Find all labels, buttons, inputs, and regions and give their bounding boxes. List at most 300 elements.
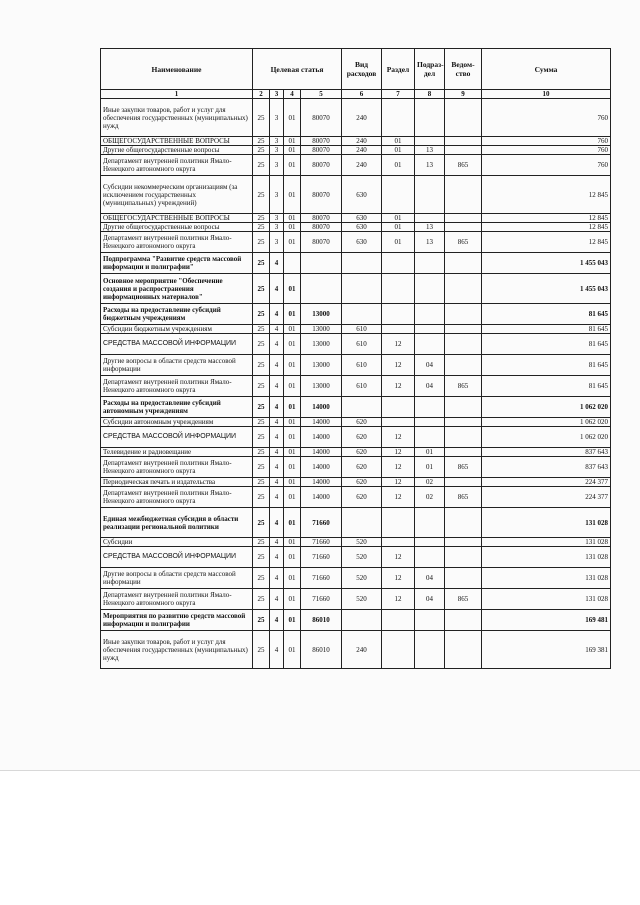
cell-subsection [415, 176, 445, 214]
cell-target-event [284, 253, 301, 274]
cell-expense-type: 630 [342, 223, 382, 232]
cell-department: 865 [445, 155, 482, 176]
cell-target-program: 25 [253, 568, 270, 589]
cell-target-direction: 13000 [301, 325, 342, 334]
cell-department [445, 99, 482, 137]
cell-department [445, 176, 482, 214]
table-row [101, 568, 611, 589]
budget-table [100, 48, 611, 669]
table-row [101, 418, 611, 427]
cell-target-direction: 13000 [301, 376, 342, 397]
cell-target-program: 25 [253, 304, 270, 325]
cell-target-direction: 14000 [301, 478, 342, 487]
cell-target-event: 01 [284, 325, 301, 334]
cell-department [445, 214, 482, 223]
cell-target-subprogram: 4 [270, 448, 284, 457]
cell-subsection [415, 397, 445, 418]
column-number: 5 [301, 90, 342, 99]
cell-target-direction: 13000 [301, 334, 342, 355]
cell-expense-type [342, 610, 382, 631]
cell-target-direction: 80070 [301, 146, 342, 155]
cell-row-name: Периодическая печать и издательства [101, 478, 253, 487]
cell-target-subprogram: 4 [270, 325, 284, 334]
cell-subsection: 04 [415, 568, 445, 589]
cell-target-event: 01 [284, 274, 301, 304]
cell-target-program: 25 [253, 223, 270, 232]
cell-expense-type: 610 [342, 376, 382, 397]
cell-expense-type: 240 [342, 99, 382, 137]
table-row [101, 99, 611, 137]
cell-target-direction: 14000 [301, 418, 342, 427]
cell-target-program: 25 [253, 631, 270, 669]
cell-sum: 81 645 [482, 376, 611, 397]
cell-department [445, 253, 482, 274]
cell-section [382, 99, 415, 137]
table-row [101, 589, 611, 610]
cell-subsection: 04 [415, 589, 445, 610]
cell-sum: 760 [482, 137, 611, 146]
cell-target-event: 01 [284, 487, 301, 508]
cell-expense-type [342, 253, 382, 274]
cell-target-subprogram: 4 [270, 610, 284, 631]
cell-department: 865 [445, 232, 482, 253]
cell-section [382, 631, 415, 669]
cell-target-subprogram: 4 [270, 478, 284, 487]
cell-sum: 131 028 [482, 547, 611, 568]
cell-department [445, 610, 482, 631]
cell-target-direction: 80070 [301, 176, 342, 214]
cell-sum: 12 845 [482, 223, 611, 232]
cell-section: 01 [382, 232, 415, 253]
cell-target-program: 25 [253, 508, 270, 538]
cell-department [445, 223, 482, 232]
cell-row-name: Иные закупки товаров, работ и услуг для обеспечения государственных (муниципальных) нужд [101, 99, 253, 137]
cell-department [445, 137, 482, 146]
table-row [101, 304, 611, 325]
cell-target-event: 01 [284, 355, 301, 376]
cell-target-subprogram: 3 [270, 137, 284, 146]
cell-row-name: Расходы на предоставление субсидий автономным учреждениям [101, 397, 253, 418]
cell-target-subprogram: 4 [270, 487, 284, 508]
cell-target-direction: 14000 [301, 487, 342, 508]
table-row [101, 355, 611, 376]
cell-sum: 1 062 020 [482, 427, 611, 448]
cell-subsection [415, 427, 445, 448]
cell-expense-type: 240 [342, 137, 382, 146]
cell-section: 01 [382, 223, 415, 232]
cell-subsection: 13 [415, 223, 445, 232]
cell-sum: 837 643 [482, 448, 611, 457]
cell-department [445, 304, 482, 325]
cell-section [382, 397, 415, 418]
cell-target-program: 25 [253, 487, 270, 508]
cell-target-event: 01 [284, 478, 301, 487]
cell-target-direction: 71660 [301, 538, 342, 547]
table-row [101, 232, 611, 253]
cell-target-direction: 14000 [301, 457, 342, 478]
cell-target-program: 25 [253, 457, 270, 478]
cell-target-direction: 80070 [301, 214, 342, 223]
cell-sum: 131 028 [482, 568, 611, 589]
cell-target-subprogram: 4 [270, 589, 284, 610]
cell-target-event: 01 [284, 223, 301, 232]
cell-row-name: СРЕДСТВА МАССОВОЙ ИНФОРМАЦИИ [101, 427, 253, 448]
cell-sum: 81 645 [482, 355, 611, 376]
table-row [101, 397, 611, 418]
cell-target-direction: 80070 [301, 99, 342, 137]
cell-row-name: Мероприятия по развитию средств массовой информации и полиграфии [101, 610, 253, 631]
table-row [101, 487, 611, 508]
cell-sum: 81 645 [482, 304, 611, 325]
cell-target-event: 01 [284, 214, 301, 223]
cell-section: 12 [382, 478, 415, 487]
cell-expense-type: 620 [342, 418, 382, 427]
cell-target-direction [301, 274, 342, 304]
cell-expense-type: 620 [342, 427, 382, 448]
cell-row-name: ОБЩЕГОСУДАРСТВЕННЫЕ ВОПРОСЫ [101, 137, 253, 146]
cell-sum: 169 381 [482, 631, 611, 669]
cell-row-name: Субсидии автономным учреждениям [101, 418, 253, 427]
cell-section [382, 508, 415, 538]
cell-target-subprogram: 4 [270, 547, 284, 568]
cell-target-program: 25 [253, 427, 270, 448]
cell-section [382, 418, 415, 427]
column-number: 6 [342, 90, 382, 99]
cell-target-subprogram: 4 [270, 376, 284, 397]
cell-row-name: Департамент внутренней политики Ямало-Ненецкого автономного округа [101, 457, 253, 478]
cell-target-subprogram: 4 [270, 397, 284, 418]
table-row [101, 610, 611, 631]
cell-section: 12 [382, 589, 415, 610]
cell-subsection [415, 610, 445, 631]
cell-target-direction: 13000 [301, 355, 342, 376]
cell-section: 01 [382, 146, 415, 155]
cell-target-subprogram: 4 [270, 427, 284, 448]
cell-target-direction: 80070 [301, 232, 342, 253]
cell-target-program: 25 [253, 232, 270, 253]
cell-expense-type: 630 [342, 214, 382, 223]
cell-expense-type [342, 397, 382, 418]
header-name: Наименование [101, 49, 253, 90]
header-section: Раздел [382, 49, 415, 90]
cell-row-name: Субсидии некоммерческим организациям (за исключением государственных (муниципальных) учреждений) [101, 176, 253, 214]
cell-sum: 169 481 [482, 610, 611, 631]
cell-section: 01 [382, 155, 415, 176]
cell-subsection [415, 418, 445, 427]
cell-expense-type: 240 [342, 631, 382, 669]
cell-row-name: Другие общегосударственные вопросы [101, 146, 253, 155]
cell-target-subprogram: 3 [270, 155, 284, 176]
cell-subsection: 13 [415, 146, 445, 155]
cell-section: 12 [382, 376, 415, 397]
table-row [101, 376, 611, 397]
cell-department [445, 568, 482, 589]
cell-target-direction: 80070 [301, 137, 342, 146]
cell-sum: 760 [482, 155, 611, 176]
cell-target-subprogram: 4 [270, 538, 284, 547]
cell-target-event: 01 [284, 146, 301, 155]
cell-expense-type: 610 [342, 334, 382, 355]
cell-row-name: Единая межбюджетная субсидия в области реализации региональной политики [101, 508, 253, 538]
cell-department: 865 [445, 457, 482, 478]
table-row [101, 631, 611, 669]
header-sum: Сумма [482, 49, 611, 90]
table-row [101, 508, 611, 538]
cell-target-program: 25 [253, 155, 270, 176]
cell-subsection [415, 325, 445, 334]
cell-target-event: 01 [284, 508, 301, 538]
cell-sum: 131 028 [482, 508, 611, 538]
cell-department [445, 631, 482, 669]
cell-target-direction [301, 253, 342, 274]
cell-target-subprogram: 4 [270, 304, 284, 325]
column-number: 9 [445, 90, 482, 99]
cell-expense-type: 620 [342, 487, 382, 508]
cell-sum: 224 377 [482, 478, 611, 487]
cell-expense-type: 620 [342, 457, 382, 478]
cell-department [445, 427, 482, 448]
cell-row-name: Субсидии [101, 538, 253, 547]
cell-row-name: Расходы на предоставление субсидий бюджетным учреждениям [101, 304, 253, 325]
cell-sum: 1 062 020 [482, 418, 611, 427]
cell-target-program: 25 [253, 146, 270, 155]
cell-target-subprogram: 3 [270, 214, 284, 223]
cell-target-event: 01 [284, 232, 301, 253]
cell-subsection: 13 [415, 232, 445, 253]
cell-sum: 760 [482, 99, 611, 137]
cell-sum: 224 377 [482, 487, 611, 508]
table-row [101, 155, 611, 176]
cell-row-name: Основное мероприятие "Обеспечение создания и распространения информационных материалов" [101, 274, 253, 304]
cell-section: 12 [382, 448, 415, 457]
cell-target-subprogram: 4 [270, 508, 284, 538]
cell-sum: 12 845 [482, 214, 611, 223]
cell-target-program: 25 [253, 448, 270, 457]
cell-subsection [415, 274, 445, 304]
table-row [101, 334, 611, 355]
cell-sum: 12 845 [482, 232, 611, 253]
cell-expense-type: 520 [342, 589, 382, 610]
cell-row-name: СРЕДСТВА МАССОВОЙ ИНФОРМАЦИИ [101, 547, 253, 568]
cell-department [445, 334, 482, 355]
cell-department [445, 146, 482, 155]
cell-expense-type [342, 304, 382, 325]
column-numbers-row [101, 90, 611, 99]
cell-target-subprogram: 4 [270, 418, 284, 427]
cell-row-name: Телевидение и радиовещание [101, 448, 253, 457]
table-row [101, 137, 611, 146]
cell-expense-type [342, 274, 382, 304]
cell-target-event: 01 [284, 631, 301, 669]
cell-target-event: 01 [284, 427, 301, 448]
column-number: 4 [284, 90, 301, 99]
cell-target-direction: 71660 [301, 508, 342, 538]
cell-section: 12 [382, 334, 415, 355]
cell-sum: 12 845 [482, 176, 611, 214]
cell-subsection: 04 [415, 376, 445, 397]
cell-target-program: 25 [253, 176, 270, 214]
cell-target-direction: 71660 [301, 547, 342, 568]
cell-section [382, 253, 415, 274]
column-number: 7 [382, 90, 415, 99]
cell-target-direction: 86010 [301, 631, 342, 669]
cell-row-name: Другие вопросы в области средств массовой информации [101, 568, 253, 589]
cell-expense-type: 240 [342, 155, 382, 176]
table-row [101, 538, 611, 547]
cell-target-program: 25 [253, 274, 270, 304]
cell-subsection [415, 304, 445, 325]
cell-row-name: Департамент внутренней политики Ямало-Ненецкого автономного округа [101, 487, 253, 508]
cell-target-subprogram: 4 [270, 274, 284, 304]
cell-sum: 1 455 043 [482, 253, 611, 274]
cell-target-event: 01 [284, 137, 301, 146]
cell-target-direction: 71660 [301, 589, 342, 610]
cell-sum: 81 645 [482, 334, 611, 355]
cell-section: 12 [382, 547, 415, 568]
cell-expense-type: 630 [342, 176, 382, 214]
cell-department [445, 355, 482, 376]
cell-department [445, 325, 482, 334]
table-row [101, 547, 611, 568]
cell-expense-type: 620 [342, 478, 382, 487]
cell-section: 12 [382, 427, 415, 448]
cell-target-program: 25 [253, 334, 270, 355]
cell-expense-type: 610 [342, 355, 382, 376]
table-body [101, 99, 611, 669]
cell-department [445, 418, 482, 427]
cell-section [382, 325, 415, 334]
column-number: 8 [415, 90, 445, 99]
cell-target-program: 25 [253, 355, 270, 376]
cell-section [382, 304, 415, 325]
cell-target-event: 01 [284, 99, 301, 137]
table-row [101, 427, 611, 448]
cell-subsection: 02 [415, 478, 445, 487]
cell-row-name: Иные закупки товаров, работ и услуг для обеспечения государственных (муниципальных) нужд [101, 631, 253, 669]
cell-sum: 81 645 [482, 325, 611, 334]
cell-target-direction: 14000 [301, 427, 342, 448]
cell-target-program: 25 [253, 538, 270, 547]
cell-target-event: 01 [284, 538, 301, 547]
cell-target-event: 01 [284, 304, 301, 325]
cell-section: 12 [382, 457, 415, 478]
cell-section: 01 [382, 214, 415, 223]
cell-target-direction: 86010 [301, 610, 342, 631]
column-number: 3 [270, 90, 284, 99]
cell-section: 12 [382, 355, 415, 376]
cell-target-program: 25 [253, 610, 270, 631]
cell-target-direction: 71660 [301, 568, 342, 589]
cell-target-event: 01 [284, 176, 301, 214]
cell-section [382, 274, 415, 304]
cell-target-subprogram: 4 [270, 631, 284, 669]
cell-target-event: 01 [284, 334, 301, 355]
cell-target-event: 01 [284, 418, 301, 427]
cell-section: 12 [382, 487, 415, 508]
cell-department [445, 508, 482, 538]
cell-expense-type: 520 [342, 547, 382, 568]
cell-target-subprogram: 4 [270, 253, 284, 274]
cell-department: 865 [445, 487, 482, 508]
cell-section: 12 [382, 568, 415, 589]
cell-subsection [415, 508, 445, 538]
cell-expense-type: 630 [342, 232, 382, 253]
cell-sum: 131 028 [482, 538, 611, 547]
cell-target-subprogram: 3 [270, 146, 284, 155]
table-row [101, 176, 611, 214]
cell-sum: 131 028 [482, 589, 611, 610]
cell-target-subprogram: 3 [270, 99, 284, 137]
cell-target-program: 25 [253, 478, 270, 487]
table-row [101, 457, 611, 478]
cell-subsection: 01 [415, 457, 445, 478]
cell-subsection [415, 253, 445, 274]
cell-target-direction: 14000 [301, 448, 342, 457]
cell-department [445, 397, 482, 418]
cell-subsection: 13 [415, 155, 445, 176]
cell-department [445, 478, 482, 487]
cell-target-program: 25 [253, 547, 270, 568]
column-number: 2 [253, 90, 270, 99]
cell-subsection [415, 334, 445, 355]
table-row [101, 253, 611, 274]
cell-department: 865 [445, 589, 482, 610]
column-number: 10 [482, 90, 611, 99]
cell-target-event: 01 [284, 397, 301, 418]
column-number: 1 [101, 90, 253, 99]
cell-row-name: Департамент внутренней политики Ямало-Ненецкого автономного округа [101, 155, 253, 176]
table-row [101, 448, 611, 457]
cell-target-program: 25 [253, 376, 270, 397]
cell-target-event: 01 [284, 589, 301, 610]
table-row [101, 146, 611, 155]
header-expense-type: Вид расходов [342, 49, 382, 90]
cell-target-program: 25 [253, 137, 270, 146]
table-row [101, 478, 611, 487]
cell-target-subprogram: 4 [270, 355, 284, 376]
cell-target-event: 01 [284, 376, 301, 397]
table-row [101, 214, 611, 223]
cell-section: 01 [382, 137, 415, 146]
cell-row-name: Департамент внутренней политики Ямало-Ненецкого автономного округа [101, 589, 253, 610]
cell-target-direction: 80070 [301, 223, 342, 232]
cell-target-subprogram: 3 [270, 223, 284, 232]
cell-subsection [415, 631, 445, 669]
cell-row-name: Департамент внутренней политики Ямало-Ненецкого автономного округа [101, 232, 253, 253]
cell-target-subprogram: 4 [270, 457, 284, 478]
cell-row-name: Подпрограмма "Развитие средств массовой информации и полиграфии" [101, 253, 253, 274]
cell-expense-type: 520 [342, 568, 382, 589]
cell-expense-type: 240 [342, 146, 382, 155]
cell-sum: 1 062 020 [482, 397, 611, 418]
cell-row-name: Другие общегосударственные вопросы [101, 223, 253, 232]
cell-expense-type [342, 508, 382, 538]
cell-target-direction: 13000 [301, 304, 342, 325]
header-subsection: Подраз-дел [415, 49, 445, 90]
cell-section [382, 176, 415, 214]
cell-subsection: 01 [415, 448, 445, 457]
cell-target-program: 25 [253, 397, 270, 418]
cell-sum: 1 455 043 [482, 274, 611, 304]
cell-subsection [415, 538, 445, 547]
cell-subsection [415, 214, 445, 223]
cell-subsection: 02 [415, 487, 445, 508]
cell-department: 865 [445, 376, 482, 397]
cell-section [382, 538, 415, 547]
cell-target-direction: 80070 [301, 155, 342, 176]
cell-row-name: Другие вопросы в области средств массовой информации [101, 355, 253, 376]
cell-department [445, 547, 482, 568]
